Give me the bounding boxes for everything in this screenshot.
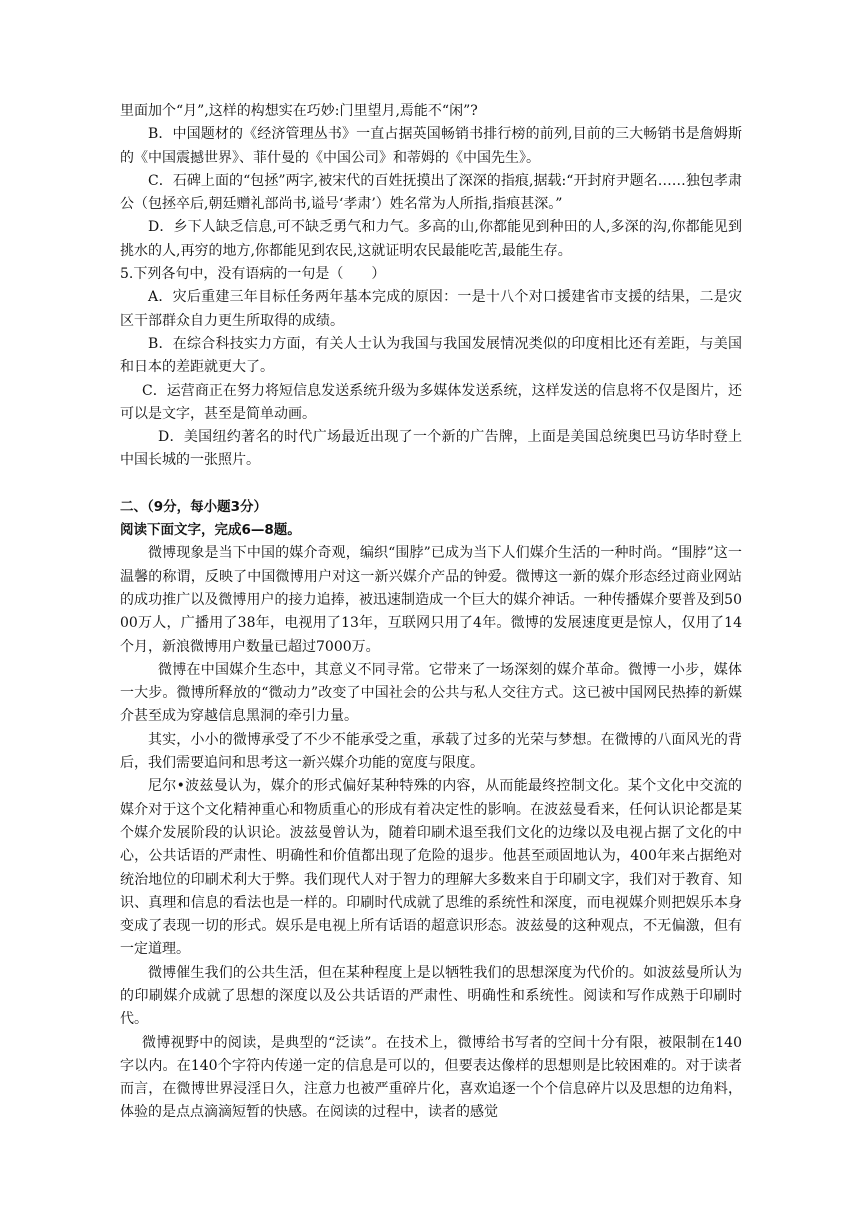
q5-option-a: A．灾后重建三年目标任务两年基本完成的原因：一是十八个对口援建省市支援的结果，二是灾区干部群众自力更生所取得的成绩。 (120, 289, 742, 329)
q4-lead-line: 里面加个“月”,这样的构想实在巧妙:门里望月,焉能不“闲”? (120, 103, 478, 119)
passage-paragraph-3: 其实，小小的微博承受了不少不能承受之重，承载了过多的光荣与梦想。在微博的八面风光的背后，我们需要追问和思考这一新兴媒介功能的宽度与限度。 (120, 731, 742, 772)
passage-paragraph-1: 微博现象是当下中国的媒介奇观，编织“围脖”已成为当下人们媒介生活的一种时尚。“围脖”这一温馨的称谓，反映了中国微博用户对这一新兴媒介产品的钟爱。微博这一新的媒介形态经过商业网站的成功推广以及微博用户的接力追捧，被迅速制造成一个巨大的媒介神话。一种传播媒介要普及到5000万人，广播用了38年，电视用了13年，互联网只用了4年。微博的发展速度更是惊人，仅用了14个月，新浪微博用户数量已超过7000万。 (120, 545, 742, 655)
q5-option-b: B．在综合科技实力方面，有关人士认为我国与我国发展情况类似的印度相比还有差距，与美国和日本的差距就更大了。 (120, 335, 742, 376)
passage-paragraph-4: 尼尔•波兹曼认为，媒介的形式偏好某种特殊的内容，从而能最终控制文化。某个文化中交流的媒介对于这个文化精神重心和物质重心的形成有着决定性的影响。在波兹曼看来，任何认识论都是某个媒介发展阶段的认识论。波兹曼曾认为，随着印刷术退至我们文化的边缘以及电视占据了文化的中心，公共话语的严肃性、明确性和价值都出现了危险的退步。他甚至顽固地认为，400年来占据绝对统治地位的印刷术利大于弊。我们现代人对于智力的理解大多数来自于印刷文字，我们对于教育、知识、真理和信息的看法也是一样的。印刷时代成就了思维的系统性和深度，而电视媒介则把娱乐本身变成了表现一切的形式。娱乐是电视上所有话语的超意识形态。波兹曼的这种观点，不无偏激，但有一定道理。 (120, 778, 742, 958)
q4-option-c: C．石碑上面的“包拯”两字,被宋代的百姓抚摸出了深深的指痕,据载:“开封府尹题名……独包孝肃公（包拯卒后,朝廷赠礼部尚书,谥号‘孝肃’）姓名常为人所指,指痕甚深。” (120, 172, 742, 213)
q4-option-d: D．乡下人缺乏信息,可不缺乏勇气和力气。多高的山,你都能见到种田的人,多深的沟,你都能见到挑水的人,再穷的地方,你都能见到农民,这就证明农民最能吃苦,最能生存。 (120, 219, 742, 259)
passage-paragraph-6: 微博视野中的阅读，是典型的“泛读”。在技术上，微博给书写者的空间十分有限，被限制在140字以内。在140个字符内传递一定的信息是可以的，但要表达像样的思想则是比较困难的。对于读者而言，在微博世界浸淫日久，注意力也被严重碎片化，喜欢追逐一个个信息碎片以及思想的边角料，体验的是点点滴滴短暂的快感。在阅读的过程中，读者的感觉 (120, 1034, 742, 1121)
section2-heading: 二、（9分，每小题3分） (120, 498, 268, 515)
q5-stem: 5.下列各句中，没有语病的一句是（ ） (120, 266, 386, 283)
exam-page (120, 100, 742, 1125)
section2-instruction: 阅读下面文字，完成6—8题。 (120, 522, 301, 539)
q5-option-d: D．美国纽约著名的时代广场最近出现了一个新的广告牌，上面是美国总统奥巴马访华时登上中国长城的一张照片。 (120, 429, 742, 469)
q5-option-c: C．运营商正在努力将短信息发送系统升级为多媒体发送系统，这样发送的信息将不仅是图片，还可以是文字，甚至是简单动画。 (120, 382, 742, 422)
passage-paragraph-5: 微博催生我们的公共生活，但在某种程度上是以牺牲我们的思想深度为代价的。如波兹曼所认为的印刷媒介成就了思想的深度以及公共话语的严肃性、明确性和系统性。阅读和写作成熟于印刷时代。 (120, 964, 742, 1028)
q4-option-b: B．中国题材的《经济管理丛书》一直占据英国畅销书排行榜的前列,目前的三大畅销书是詹姆斯的《中国震撼世界》、菲什曼的《中国公司》和蒂姆的《中国先生》。 (120, 126, 742, 166)
passage-paragraph-2: 微博在中国媒介生态中，其意义不同寻常。它带来了一场深刻的媒介革命。微博一小步，媒体一大步。微博所释放的“微动力”改变了中国社会的公共与私人交往方式。这已被中国网民热捧的新媒介甚至成为穿越信息黑洞的牵引力量。 (120, 661, 742, 725)
section-spacer (120, 473, 742, 496)
